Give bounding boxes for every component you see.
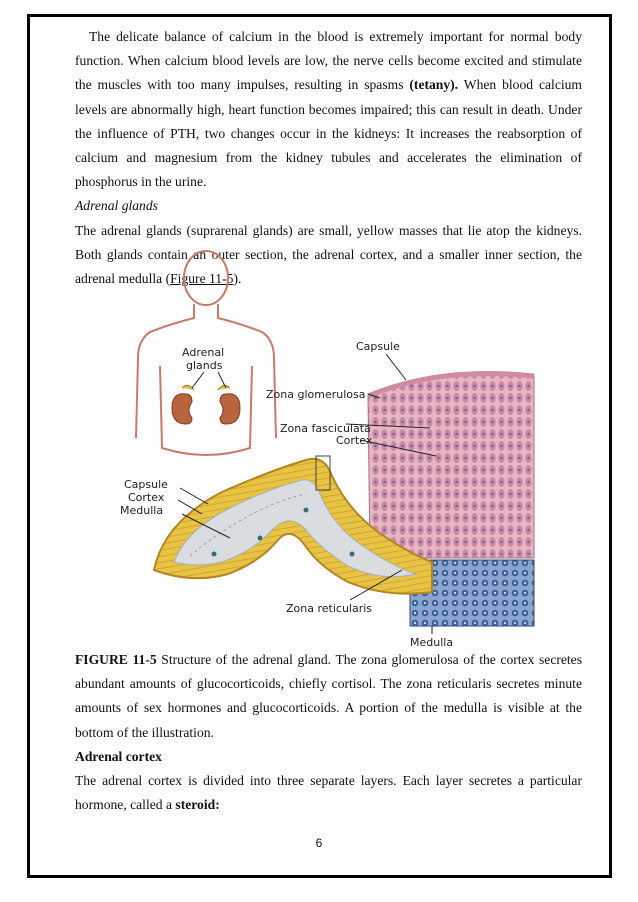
steroid-term: steroid: (175, 797, 220, 813)
figure-caption-text: Structure of the adrenal gland. The zona glomerulosa of the cortex secretes abundant amounts of glucocorticoids, chiefly cortisol. The zona reticularis secretes minute amounts of sex hormones and glucocorticoids. A portion of the medulla is visible at the bottom of the illustration. (75, 652, 583, 740)
paragraph-cortex-text: The adrenal cortex is divided into three separate layers. Each layer secretes a particular hormone, called a (75, 773, 582, 813)
paragraph-calcium (75, 25, 582, 194)
paragraph-adrenal-text-b: ). (233, 271, 242, 287)
label-adrenal-glands-2: glands (186, 359, 223, 372)
kidney-left-icon (172, 385, 194, 424)
label-adrenal-glands-1: Adrenal (182, 346, 225, 359)
heading-adrenal-glands-text: Adrenal glands (75, 198, 158, 214)
kidney-right-icon (218, 385, 240, 424)
heading-adrenal-glands (75, 194, 582, 218)
paragraph-calcium-text-b: When blood calcium levels are abnormally high, heart function becomes impaired; this can result in death. Under the influence of PTH, two changes occur in the kidneys: It increases the reabsorption of calcium and magnesium from the kidney tubules and accelerates the elimination of phosphorus in the urine. (75, 77, 582, 190)
tetany-term: (tetany). (409, 77, 459, 93)
paragraph-calcium-text-a: The delicate balance of calcium in the blood is extremely important for normal body function. When calcium blood levels are low, the nerve cells become excited and stimulate the muscles with too many impulses, resulting in spasms (75, 29, 582, 93)
label-cortex-right: Cortex (336, 434, 373, 447)
label-zona-fasciculata: Zona fasciculata (280, 422, 371, 435)
label-zona-glomerulosa: Zona glomerulosa (266, 388, 366, 401)
label-zona-reticularis: Zona reticularis (286, 602, 373, 615)
label-medulla-bottom: Medulla (410, 636, 454, 648)
label-capsule-top: Capsule (356, 340, 400, 353)
heading-adrenal-cortex-text: Adrenal cortex (75, 748, 162, 764)
adrenal-gland-figure (110, 248, 550, 648)
heading-adrenal-cortex (75, 745, 582, 769)
label-cortex-left: Cortex (128, 491, 165, 504)
figure-11-5-link[interactable]: Figure 11-5 (170, 271, 234, 287)
paragraph-adrenal-text-a: The adrenal glands (suprarenal glands) are small, yellow masses that lie atop the kidneys. Both glands contain an outer section, the adrenal cortex, and a smaller inner section, the adrenal medulla ( (75, 222, 582, 287)
page-number: 6 (315, 836, 323, 850)
figure-caption-label: FIGURE 11-5 (75, 652, 157, 667)
figure-caption (75, 648, 582, 745)
body-text-bottom (75, 648, 582, 817)
paragraph-cortex-layers (75, 769, 582, 817)
label-medulla-left: Medulla (120, 504, 164, 517)
label-capsule-left: Capsule (124, 478, 168, 491)
adrenal-gland-illustration (110, 248, 550, 648)
